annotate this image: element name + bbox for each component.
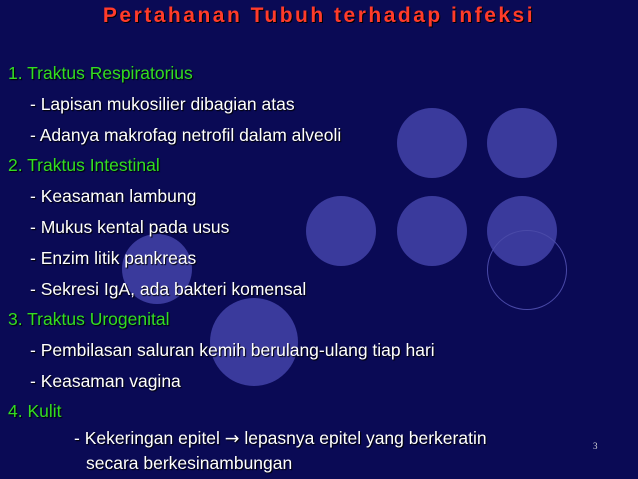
section-heading-skin: 4. Kulit xyxy=(8,401,62,421)
list-item: - Keasaman lambung xyxy=(30,186,197,206)
section-heading-urogenital: 3. Traktus Urogenital xyxy=(8,309,170,329)
list-item xyxy=(74,428,487,449)
decorative-ring xyxy=(487,230,567,310)
list-item: - Lapisan mukosilier dibagian atas xyxy=(30,94,295,114)
page-title: Pertahanan Tubuh terhadap infeksi xyxy=(102,4,536,27)
decorative-circle xyxy=(397,108,467,178)
section-heading-respiratory: 1. Traktus Respiratorius xyxy=(8,63,193,83)
list-item-text: - Kekeringan epitel xyxy=(74,428,225,448)
list-item-continuation: secara berkesinambungan xyxy=(86,453,293,473)
page-number: 3 xyxy=(593,441,598,451)
list-item: - Enzim litik pankreas xyxy=(30,248,197,268)
decorative-circle xyxy=(306,196,376,266)
right-arrow-icon: → xyxy=(224,429,240,449)
list-item: - Mukus kental pada usus xyxy=(30,217,230,237)
decorative-circle xyxy=(487,108,557,178)
decorative-circle xyxy=(397,196,467,266)
list-item-text: lepasnya epitel yang berkeratin xyxy=(239,428,487,448)
section-heading-intestinal: 2. Traktus Intestinal xyxy=(8,155,160,175)
list-item: - Keasaman vagina xyxy=(30,371,181,391)
list-item: - Pembilasan saluran kemih berulang-ulang tiap hari xyxy=(30,340,435,360)
list-item: - Sekresi IgA, ada bakteri komensal xyxy=(30,279,307,299)
list-item: - Adanya makrofag netrofil dalam alveoli xyxy=(30,125,342,145)
